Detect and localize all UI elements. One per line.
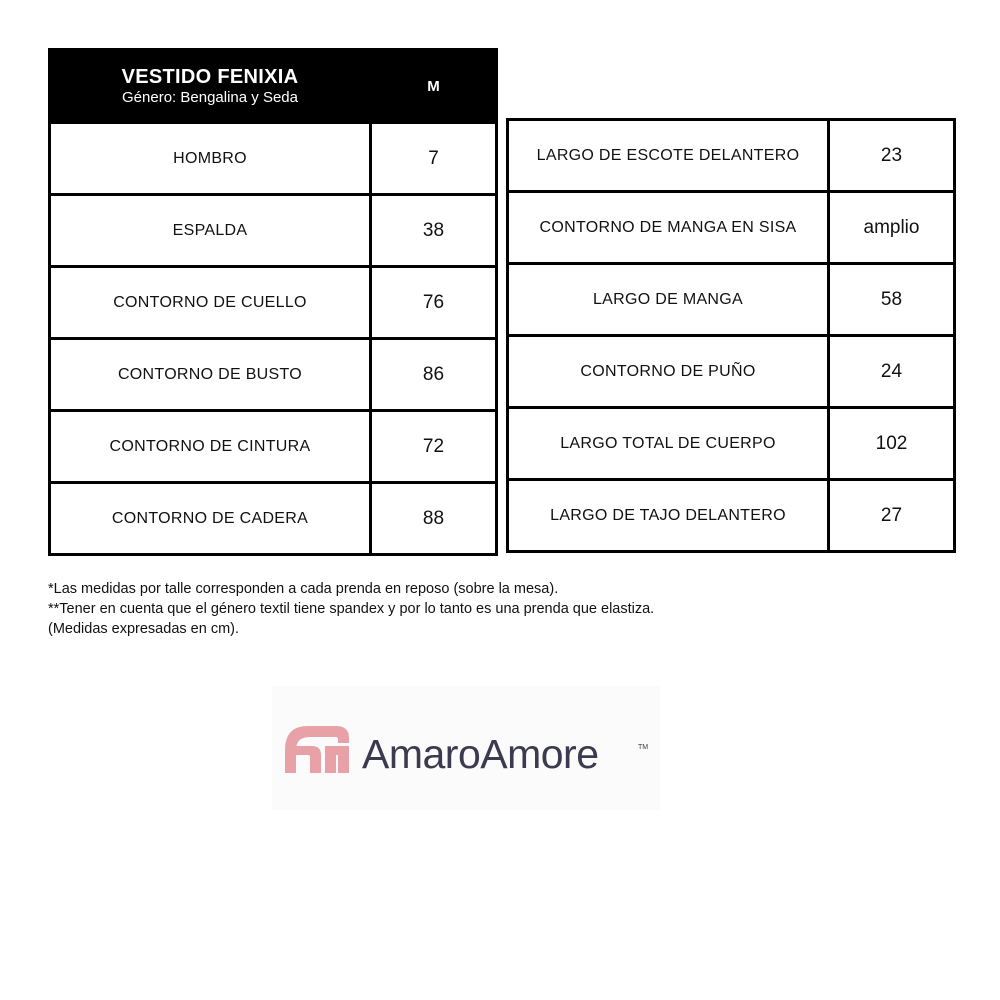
measure-value: 86 bbox=[371, 339, 497, 411]
footnotes bbox=[48, 579, 654, 639]
table-row bbox=[508, 192, 955, 264]
brand-mark-icon bbox=[272, 686, 362, 810]
table-row bbox=[508, 264, 955, 336]
product-header-cell bbox=[50, 50, 371, 123]
measure-value: 72 bbox=[371, 411, 497, 483]
table-row bbox=[50, 267, 497, 339]
measure-value: amplio bbox=[829, 192, 955, 264]
table-row bbox=[508, 120, 955, 192]
brand-logo bbox=[272, 686, 660, 810]
table-header bbox=[50, 50, 497, 123]
table-row bbox=[50, 123, 497, 195]
table-row bbox=[508, 408, 955, 480]
brand-name: AmaroAmore bbox=[362, 731, 599, 777]
measure-label: CONTORNO DE MANGA EN SISA bbox=[508, 192, 829, 264]
table-row bbox=[508, 480, 955, 552]
product-title: VESTIDO FENIXIA bbox=[121, 66, 299, 88]
table-row bbox=[508, 336, 955, 408]
trademark-symbol: TM bbox=[638, 744, 649, 751]
measure-value: 27 bbox=[829, 480, 955, 552]
measure-label: CONTORNO DE BUSTO bbox=[50, 339, 371, 411]
measurements-table-right bbox=[506, 118, 956, 553]
size-label: M bbox=[371, 50, 497, 123]
measure-value: 102 bbox=[829, 408, 955, 480]
measure-label: CONTORNO DE CUELLO bbox=[50, 267, 371, 339]
measure-label: CONTORNO DE PUÑO bbox=[508, 336, 829, 408]
measure-value: 7 bbox=[371, 123, 497, 195]
footnote-line: (Medidas expresadas en cm). bbox=[48, 621, 239, 637]
measure-label: CONTORNO DE CINTURA bbox=[50, 411, 371, 483]
measure-value: 24 bbox=[829, 336, 955, 408]
measure-value: 38 bbox=[371, 195, 497, 267]
measure-label: ESPALDA bbox=[50, 195, 371, 267]
measure-value: 88 bbox=[371, 483, 497, 555]
measure-label: LARGO DE TAJO DELANTERO bbox=[508, 480, 829, 552]
table-row bbox=[50, 411, 497, 483]
fabric-subtitle: Género: Bengalina y Seda bbox=[122, 89, 298, 106]
table-row bbox=[50, 483, 497, 555]
measurements-table-left bbox=[48, 48, 498, 556]
table-row bbox=[50, 195, 497, 267]
measure-label: LARGO DE ESCOTE DELANTERO bbox=[508, 120, 829, 192]
measure-value: 23 bbox=[829, 120, 955, 192]
measure-value: 58 bbox=[829, 264, 955, 336]
measure-label: CONTORNO DE CADERA bbox=[50, 483, 371, 555]
measure-label: HOMBRO bbox=[50, 123, 371, 195]
footnote-line: *Las medidas por talle corresponden a cada prenda en reposo (sobre la mesa). bbox=[48, 581, 559, 597]
measure-value: 76 bbox=[371, 267, 497, 339]
measure-label: LARGO DE MANGA bbox=[508, 264, 829, 336]
footnote-line: **Tener en cuenta que el género textil tiene spandex y por lo tanto es una prenda que elastiza. bbox=[48, 601, 655, 617]
table-row bbox=[50, 339, 497, 411]
measure-label: LARGO TOTAL DE CUERPO bbox=[508, 408, 829, 480]
